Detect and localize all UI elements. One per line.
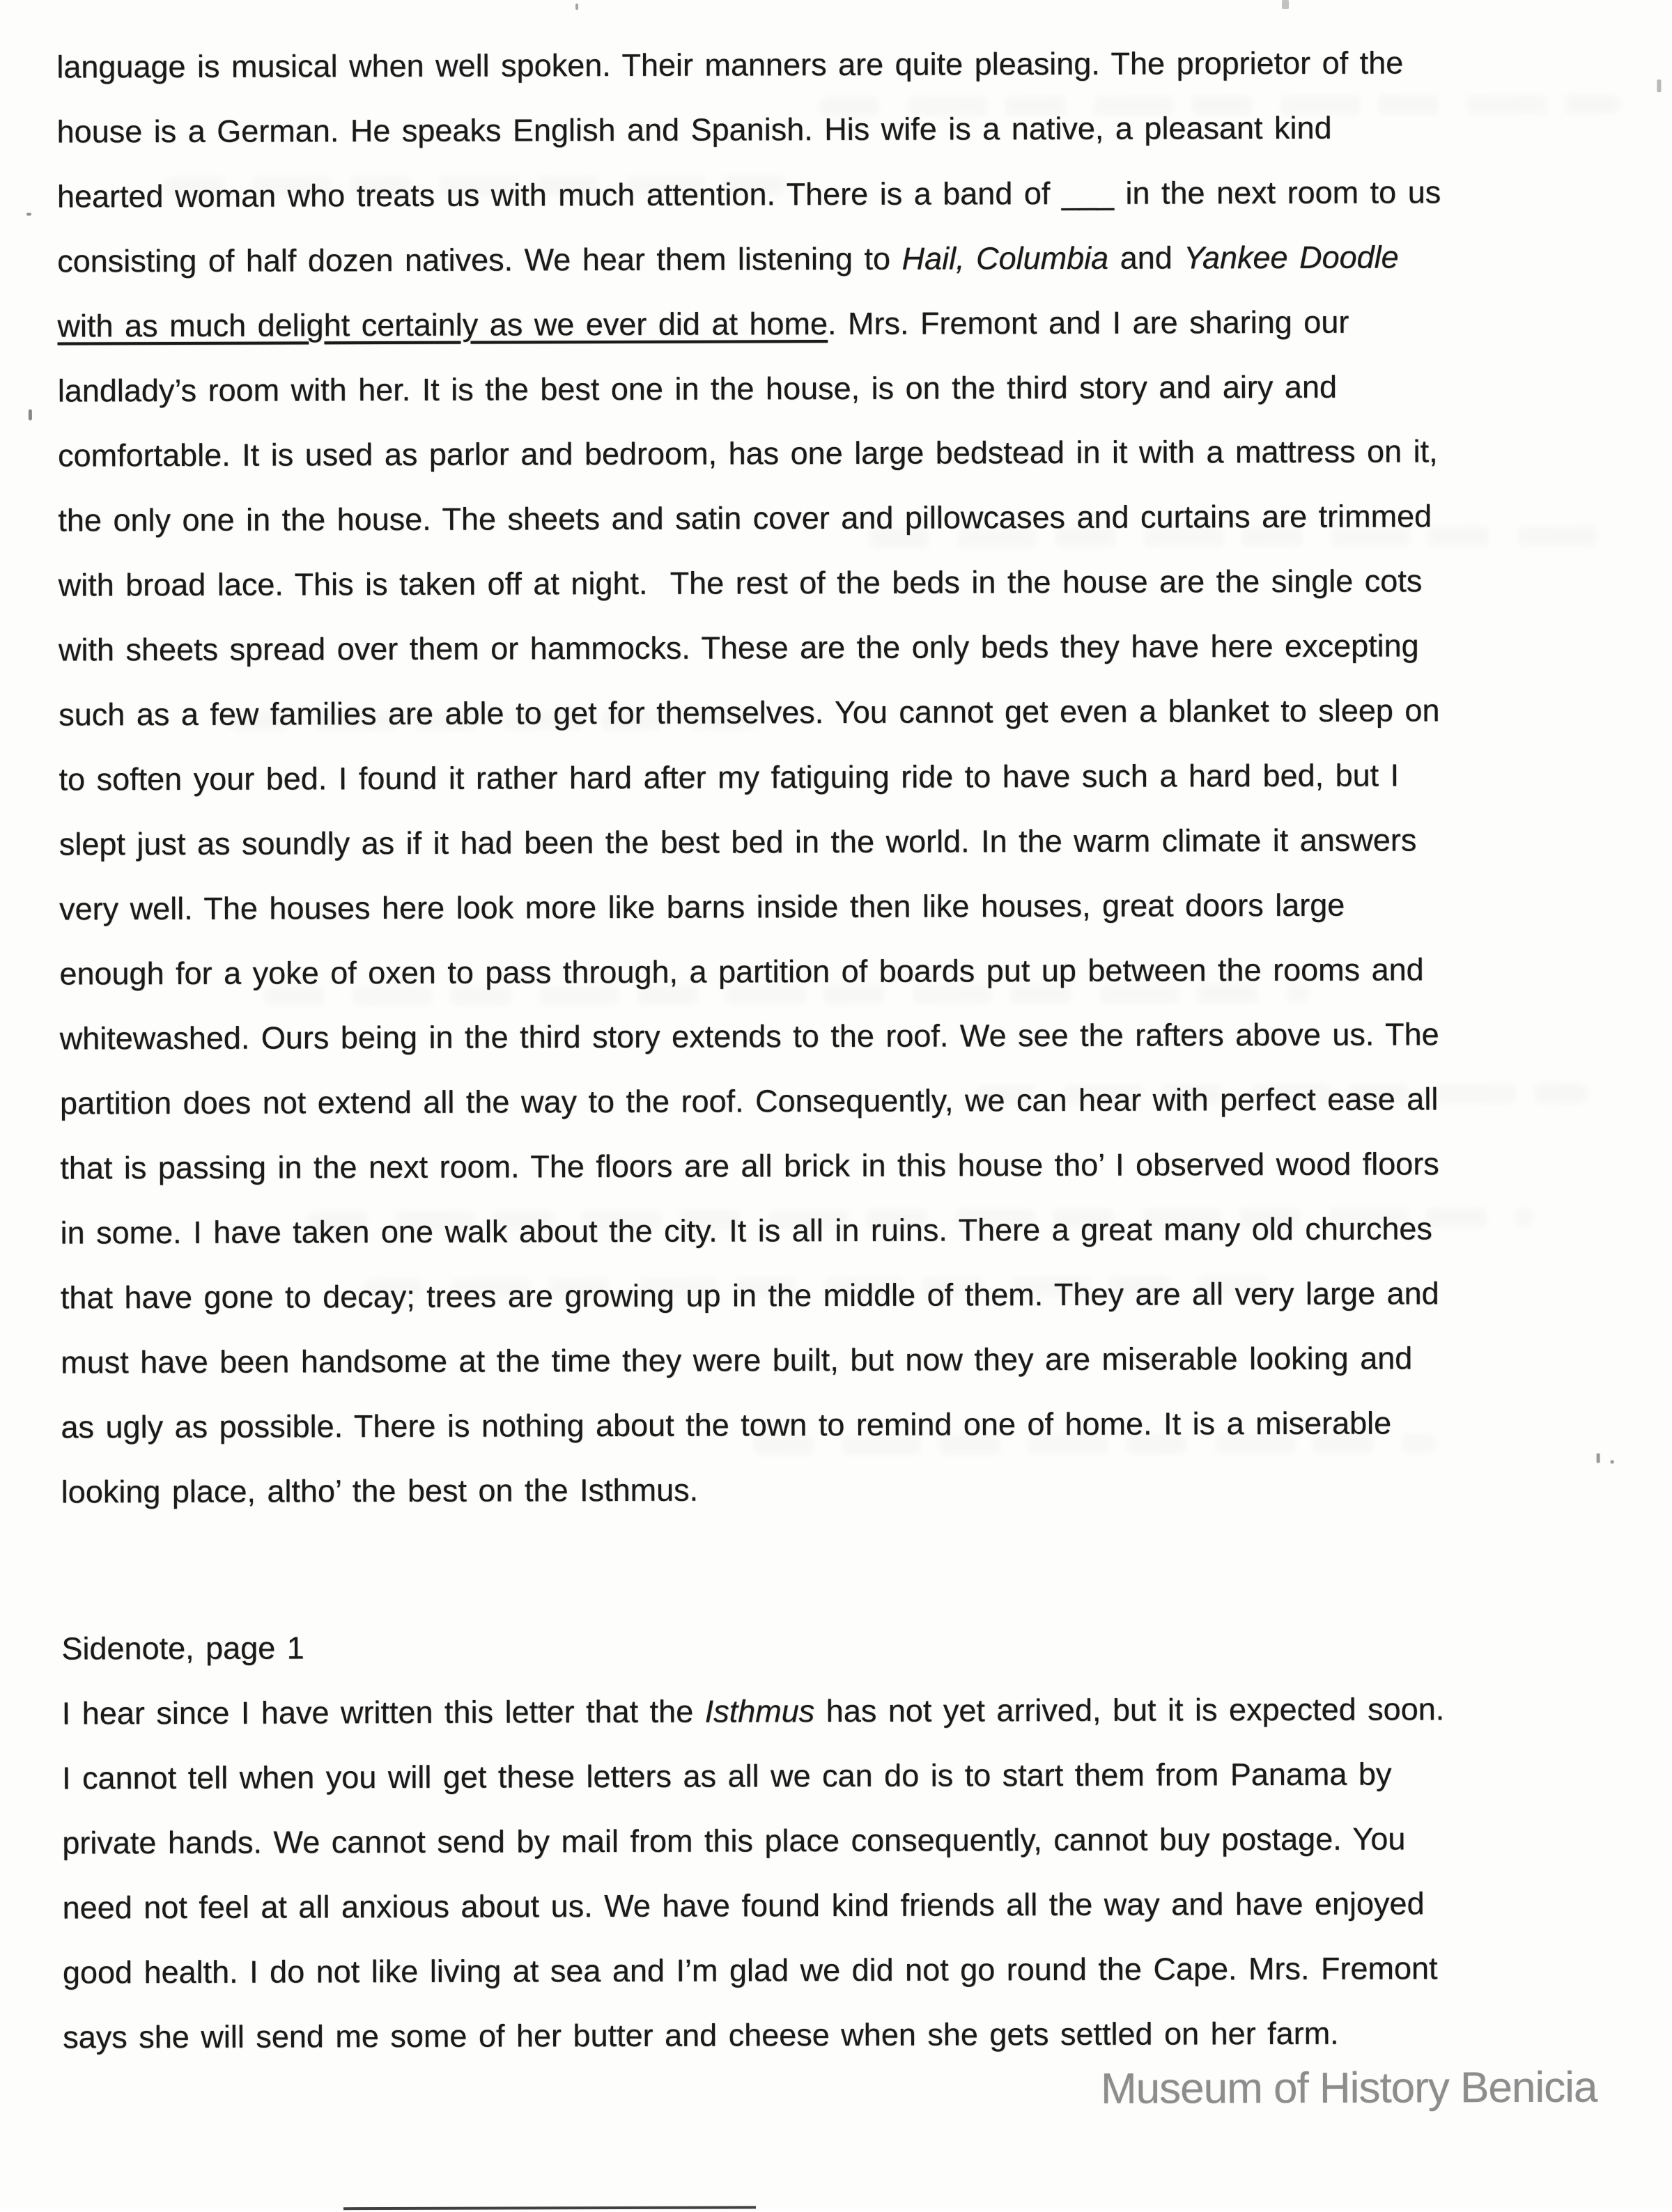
text-run: ___: [1061, 175, 1115, 211]
text-run: to soften your bed. I found it rather hard after my fatiguing ride to have such a hard bed, but I: [59, 757, 1400, 797]
text-run: as ugly as possible. There is nothing about the town to remind one of home. It is a miserable: [61, 1405, 1392, 1445]
text-run: in some. I have taken one walk about the city. It is all in ruins. There a great many old churches: [60, 1210, 1432, 1251]
text-line: [60, 1130, 1651, 1200]
text-line: [58, 483, 1649, 552]
text-line: [58, 353, 1649, 423]
text-run: that have gone to decay; trees are growing up in the middle of them. They are all very large and: [60, 1275, 1439, 1316]
text-run: Yankee Doodle: [1184, 239, 1399, 276]
scan-artifact: [575, 3, 578, 10]
scan-artifact: [1611, 1460, 1614, 1463]
text-line: [62, 1740, 1653, 1810]
text-line: [57, 224, 1648, 293]
text-run: such as a few families are able to get for themselves. You cannot get even a blanket to sleep on: [59, 692, 1440, 733]
text-line: [59, 936, 1650, 1006]
text-run: has not yet arrived, but it is expected soon.: [814, 1691, 1445, 1729]
scan-artifact: [26, 213, 31, 216]
text-line: [60, 1195, 1651, 1265]
text-run: very well. The houses here look more like barns inside then like houses, great doors large: [59, 887, 1345, 927]
text-run: private hands. We cannot send by mail from this place consequently, cannot buy postage. You: [62, 1821, 1406, 1861]
text-line: [59, 742, 1650, 811]
text-run: good health. I do not like living at sea and I’m glad we did not go round the Cape. Mrs. Fremont: [62, 1950, 1438, 1991]
text-run: landlady’s room with her. It is the best one in the house, is on the third story and airy and: [57, 368, 1338, 409]
text-run: must have been handsome at the time they were built, but now they are miserable looking and: [61, 1340, 1413, 1380]
text-line: [61, 1389, 1652, 1459]
scan-artifact: [1282, 0, 1289, 9]
text-line: [62, 1870, 1653, 1940]
letter-body: [56, 29, 1652, 1524]
text-run: . Mrs. Fremont and I are sharing our: [827, 304, 1349, 342]
text-line: [60, 1001, 1651, 1070]
text-line: [63, 2000, 1654, 2069]
text-run: in the next room to us: [1113, 174, 1441, 211]
text-line: [56, 94, 1648, 164]
text-line: [61, 1260, 1652, 1330]
watermark-museum-credit: Museum of History Benicia: [1100, 2063, 1597, 2113]
text-line: [58, 418, 1649, 488]
text-line: [57, 159, 1648, 228]
text-run: Hail, Columbia: [901, 240, 1109, 276]
text-line: [62, 1676, 1653, 1745]
text-line: [59, 871, 1650, 941]
text-run: and: [1108, 240, 1184, 276]
text-run: language is musical when well spoken. Their manners are quite pleasing. The proprietor of the: [56, 45, 1404, 85]
text-line: [61, 1325, 1652, 1394]
text-line: [56, 29, 1648, 99]
text-run: says she will send me some of her butter and cheese when she gets settled on her farm.: [63, 2015, 1339, 2055]
text-run: with broad lace. This is taken off at night. The rest of the beds in the house are the single cots: [58, 563, 1423, 603]
text-run: Isthmus: [704, 1693, 815, 1729]
text-line: [59, 677, 1650, 747]
text-run: house is a German. He speaks English and Spanish. His wife is a native, a pleasant kind: [56, 109, 1332, 150]
text-line: [63, 1935, 1654, 2004]
text-line: [57, 288, 1648, 358]
text-run: partition does not extend all the way to the roof. Consequently, we can hear with perfect ease all: [59, 1081, 1439, 1121]
text-run: slept just as soundly as if it had been the best bed in the world. In the warm climate it answers: [59, 822, 1417, 862]
scan-artifact: [1657, 79, 1661, 92]
text-run: whitewashed. Ours being in the third story extends to the roof. We see the rafters above us. The: [59, 1016, 1439, 1057]
text-line: [59, 547, 1650, 617]
text-run: I cannot tell when you will get these letters as all we can do is to start them from Panama by: [61, 1756, 1392, 1796]
text-run: consisting of half dozen natives. We hear them listening to: [57, 240, 902, 279]
text-run: need not feel at all anxious about us. We have found kind friends all the way and have enjoyed: [62, 1885, 1425, 1926]
text-run: comfortable. It is used as parlor and bedroom, has one large bedstead in it with a mattress on it,: [57, 433, 1438, 474]
sidenote-body: [62, 1676, 1655, 2069]
text-run: enough for a yoke of oxen to pass through, a partition of boards put up between the rooms and: [59, 951, 1424, 992]
text-line: [60, 1066, 1651, 1135]
scan-artifact: [1597, 1454, 1600, 1463]
text-run: I hear since I have written this letter that the: [61, 1693, 705, 1731]
scan-edge-line: [343, 2206, 756, 2210]
sidenote-heading: Sidenote, page 1: [61, 1630, 304, 1667]
scan-artifact: [29, 410, 32, 421]
text-run: hearted woman who treats us with much attention. There is a band of: [56, 175, 1062, 215]
text-line: [59, 807, 1650, 876]
text-line: [59, 612, 1650, 682]
letter-text-block: [56, 29, 1654, 2069]
text-run: that is passing in the next room. The floors are all brick in this house tho’ I observed wood floors: [60, 1146, 1439, 1186]
text-line: [62, 1805, 1653, 1875]
text-run: with as much delight certainly as we ever did at home: [57, 306, 828, 344]
text-run: with sheets spread over them or hammocks. These are the only beds they have here excepting: [58, 628, 1419, 668]
text-run: looking place, altho’ the best on the Isthmus.: [61, 1472, 699, 1510]
text-line: [61, 1454, 1652, 1524]
text-run: the only one in the house. The sheets and satin cover and pillowcases and curtains are trimmed: [58, 498, 1432, 538]
